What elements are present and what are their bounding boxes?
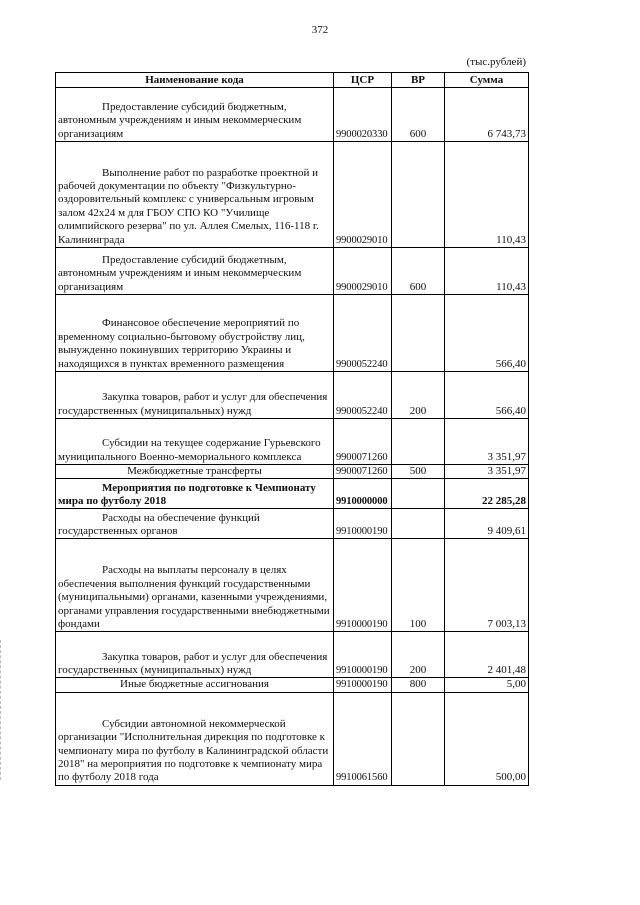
row-csr: 9900020330	[334, 88, 392, 142]
row-name: Расходы на выплаты персоналу в целях обеспечения выполнения функций государственными (муниципальными) органами, казенными учреждениями, органами управления государственными внебюджетными фондами	[56, 539, 334, 632]
row-csr: 9900029010	[334, 248, 392, 295]
row-sum: 22 285,28	[445, 479, 529, 509]
table-row	[56, 632, 529, 678]
row-sum: 566,40	[445, 295, 529, 372]
column-header-csr: ЦСР	[334, 73, 392, 88]
row-csr: 9910061560	[334, 692, 392, 785]
row-name: Предоставление субсидий бюджетным, автономным учреждениям и иным некоммерческим организациям	[56, 248, 334, 295]
row-name: Расходы на обеспечение функций государственных органов	[56, 509, 334, 539]
row-sum: 566,40	[445, 372, 529, 419]
row-vr	[392, 295, 445, 372]
table-row	[56, 372, 529, 419]
row-name: Мероприятия по подготовке к Чемпионату мира по футболу 2018	[56, 479, 334, 509]
row-name: Субсидии автономной некоммерческой организации "Исполнительная дирекция по подготовке к чемпионату мира по футболу в Калининградской области 2018" на мероприятия по подготовке к чемпионату мира по футболу 2018 года	[56, 692, 334, 785]
scan-edge-mark	[0, 640, 3, 780]
budget-table	[55, 72, 529, 786]
table-row	[56, 479, 529, 509]
row-name: Предоставление субсидий бюджетным, автономным учреждениям и иным некоммерческим организациям	[56, 88, 334, 142]
table-row	[56, 88, 529, 142]
row-vr	[392, 419, 445, 465]
row-csr: 9910000190	[334, 539, 392, 632]
row-sum: 110,43	[445, 142, 529, 248]
row-csr: 9900052240	[334, 372, 392, 419]
row-csr: 9910000190	[334, 509, 392, 539]
row-name: Иные бюджетные ассигнования	[56, 678, 334, 692]
column-header-sum: Сумма	[445, 73, 529, 88]
table-row	[56, 419, 529, 465]
row-csr: 9900071260	[334, 419, 392, 465]
row-name: Финансовое обеспечение мероприятий по временному социально-бытовому обустройству лиц, вынужденно покинувших территорию Украины и находящихся в пунктах временного размещения	[56, 295, 334, 372]
row-name: Закупка товаров, работ и услуг для обеспечения государственных (муниципальных) нужд	[56, 372, 334, 419]
table-row	[56, 142, 529, 248]
row-csr: 9910000000	[334, 479, 392, 509]
table-row	[56, 465, 529, 479]
table-row	[56, 678, 529, 692]
row-sum: 3 351,97	[445, 465, 529, 479]
table-row	[56, 539, 529, 632]
row-vr: 800	[392, 678, 445, 692]
row-sum: 500,00	[445, 692, 529, 785]
row-vr: 100	[392, 539, 445, 632]
row-csr: 9900052240	[334, 295, 392, 372]
row-sum: 3 351,97	[445, 419, 529, 465]
page-number: 372	[311, 24, 329, 36]
row-sum: 7 003,13	[445, 539, 529, 632]
row-sum: 110,43	[445, 248, 529, 295]
table-row	[56, 509, 529, 539]
row-vr	[392, 479, 445, 509]
row-vr	[392, 692, 445, 785]
row-vr: 200	[392, 632, 445, 678]
table-row	[56, 692, 529, 785]
table-row	[56, 295, 529, 372]
row-csr: 9900071260	[334, 465, 392, 479]
row-name: Закупка товаров, работ и услуг для обеспечения государственных (муниципальных) нужд	[56, 632, 334, 678]
row-vr: 200	[392, 372, 445, 419]
row-csr: 9910000190	[334, 632, 392, 678]
row-vr: 500	[392, 465, 445, 479]
row-vr	[392, 142, 445, 248]
table-row	[56, 248, 529, 295]
row-vr: 600	[392, 248, 445, 295]
column-header-name: Наименование кода	[56, 73, 334, 88]
row-csr: 9900029010	[334, 142, 392, 248]
column-header-vr: ВР	[392, 73, 445, 88]
row-vr	[392, 509, 445, 539]
row-name: Межбюджетные трансферты	[56, 465, 334, 479]
row-csr: 9910000190	[334, 678, 392, 692]
row-sum: 5,00	[445, 678, 529, 692]
row-vr: 600	[392, 88, 445, 142]
row-sum: 2 401,48	[445, 632, 529, 678]
table-header-row	[56, 73, 529, 88]
row-sum: 6 743,73	[445, 88, 529, 142]
row-name: Субсидии на текущее содержание Гурьевского муниципального Военно-мемориального комплекса	[56, 419, 334, 465]
row-sum: 9 409,61	[445, 509, 529, 539]
units-label: (тыс.рублей)	[466, 56, 526, 68]
row-name: Выполнение работ по разработке проектной и рабочей документации по объекту "Физкультурно-оздоровительный комплекс с универсальным игровым залом 42х24 м для ГБОУ СПО КО "Училище олимпийского резерва" по ул. Аллея Смелых, 116-118 г. Калининграда	[56, 142, 334, 248]
